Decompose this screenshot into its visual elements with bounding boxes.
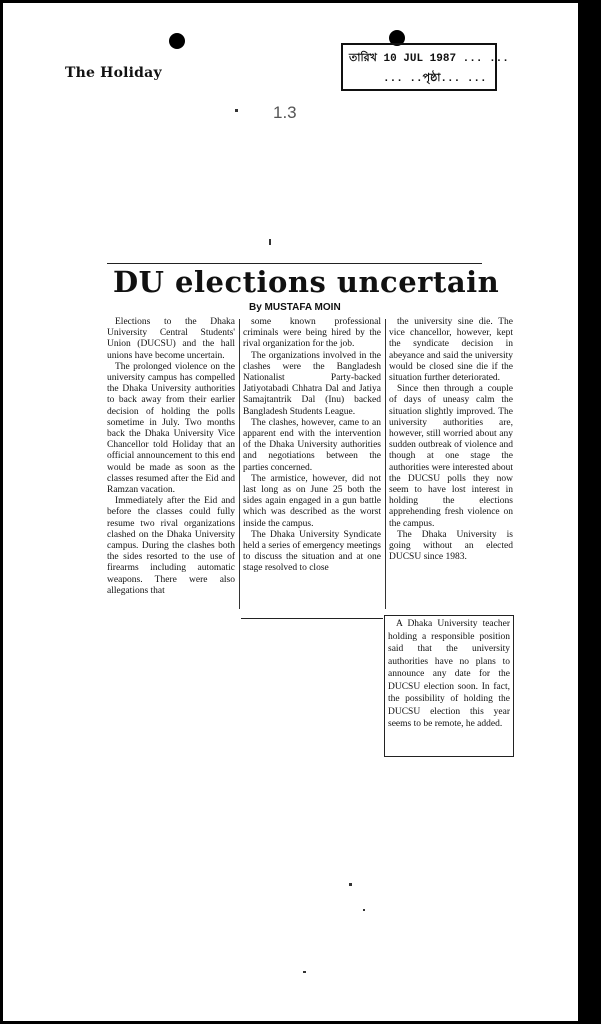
date-stamp: [341, 43, 509, 91]
paragraph: The Dhaka University Syndicate held a series of emergency meetings to discuss the situation and at one stage resolved to close: [243, 529, 381, 574]
paragraph: The Dhaka University is going without an elected DUCSU since 1983.: [389, 529, 513, 563]
paragraph: The organizations involved in the clashes were the Bangladesh Nationalist Party-backed Jatiyotabadi Chhatra Dal and Jatiya Samajtantrik Dal (Inu) backed Bangladesh Students League.: [243, 350, 381, 417]
news-clipping: [107, 263, 513, 766]
article-column-3: [389, 317, 513, 563]
article-column-3-boxed: [384, 615, 514, 757]
paragraph: The armistice, however, did not last long as on June 25 both the sides again engaged in a gun battle which was described as the worst inside the campus.: [243, 473, 381, 529]
scan-speck: [363, 909, 365, 911]
column-bottom-rule: [241, 618, 383, 619]
paragraph: The prolonged violence on the university campus has compelled the Dhaka University authorities to back away from their earlier decision of holding the polls sometime in July. Two months back the Dhaka University Vice Chancellor told Holiday that an official announcement to this end would be made as soon as the classes resumed after the Eid and Ramzan vacation.: [107, 361, 235, 496]
paragraph: the university sine die. The vice chancellor, however, kept the syndicate decision in abeyance and said the university would be closed sine die if the situation further deteriorated.: [389, 317, 513, 384]
headline: DU elections uncertain: [113, 265, 500, 299]
headline-rule: [107, 263, 482, 264]
newspaper-source: The Holiday: [65, 65, 162, 81]
article-column-2: [243, 317, 381, 575]
page-marker: 1.3: [273, 103, 297, 122]
column-rule: [385, 319, 386, 609]
paragraph: Since then through a couple of days of uneasy calm the situation slightly improved. The university authorities are, however, still worried about any sudden outbreak of violence and though at one stage the authorities were interested about the DUCSU polls they now seem to have lost interest in holding the elections apprehending fresh violence on the campus.: [389, 384, 513, 529]
column-rule: [239, 319, 240, 609]
stamp-page: ... ..পৃষ্ঠা... ...: [383, 73, 487, 85]
paragraph: some known professional criminals were being hired by the rival organization for the job.: [243, 317, 381, 350]
scan-speck: [235, 109, 238, 112]
scan-speck: [349, 883, 352, 886]
article-column-1: [107, 317, 235, 597]
byline: By MUSTAFA MOIN: [249, 302, 341, 313]
paragraph: Immediately after the Eid and before the classes could fully resume two rival organizations clashed on the Dhaka University campus. During the clashes both the sides resorted to the use of firearms including automatic weapons. There were also allegations that: [107, 496, 235, 596]
scan-border: [578, 0, 601, 1024]
scan-speck: [269, 239, 271, 245]
scan-speck: [303, 971, 306, 973]
stamp-date: তারিখ 10 JUL 1987 ... ...: [349, 53, 509, 65]
paragraph: A Dhaka University teacher holding a responsible position said that the university authorities have no plans to announce any date for the DUCSU election soon. In fact, the possibility of holding the DUCSU election this year seems to be remote, he added.: [388, 619, 510, 729]
punch-hole-left: [169, 33, 185, 49]
scanned-page: [3, 3, 578, 1021]
paragraph: The clashes, however, came to an apparent end with the intervention of the Dhaka University authorities and negotiations between the parties concerned.: [243, 417, 381, 473]
paragraph: Elections to the Dhaka University Central Students' Union (DUCSU) and the hall unions have become uncertain.: [107, 317, 235, 361]
